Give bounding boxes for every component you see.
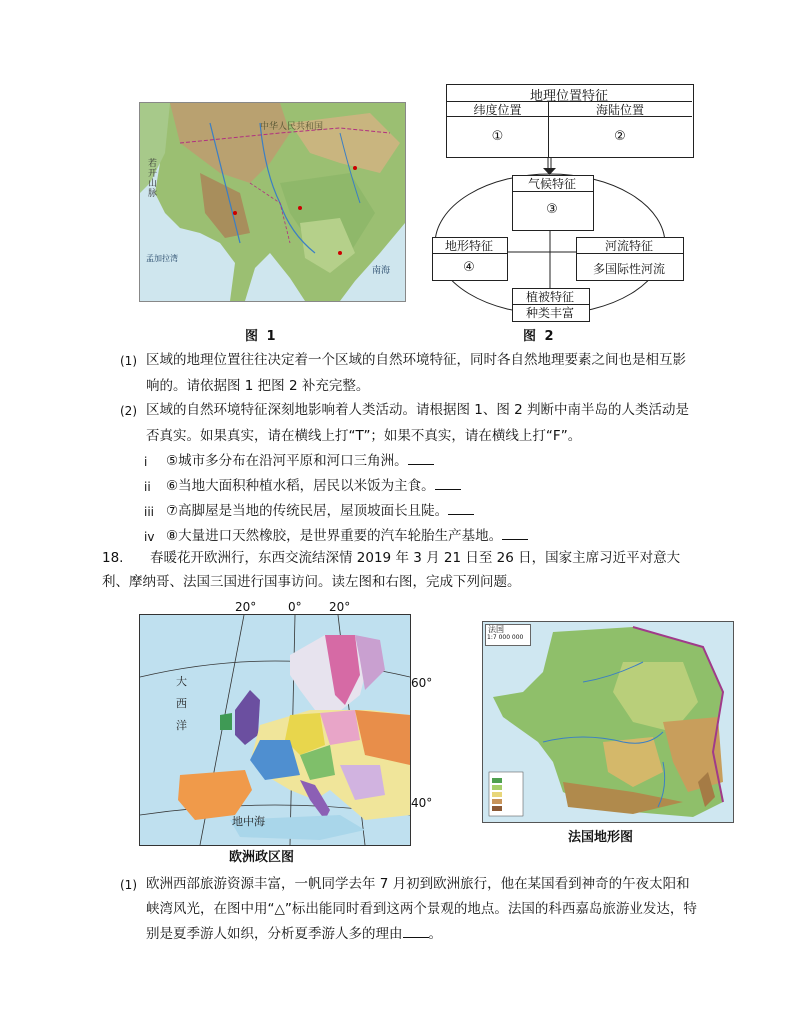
climate-value: ③ <box>546 202 558 217</box>
sea-land-value: ② <box>614 129 626 144</box>
q2-item-roman: iii <box>144 505 155 519</box>
q1-line2: 响的。请依据图 1 把图 2 补充完整。 <box>146 378 370 394</box>
q18-1-number: (1) <box>120 878 137 892</box>
climate-label: 气候特征 <box>527 177 576 191</box>
q18-line1: 春暖花开欧洲行，东西交流结深情 2019 年 3 月 21 日至 26 日，国家主席习近平对意大 <box>150 550 681 566</box>
answer-blank[interactable] <box>448 502 474 515</box>
q2-item <box>166 449 434 473</box>
q2-item-text: ⑧大量进口天然橡胶，是世界重要的汽车轮胎生产基地。 <box>166 528 503 544</box>
q18-1-line3: 别是夏季游人如织，分析夏季游人多的理由 <box>146 926 403 942</box>
q2-item-roman: ii <box>144 480 151 494</box>
q2-number: (2) <box>120 404 137 418</box>
answer-blank[interactable] <box>408 452 434 465</box>
france-map-title: 法国 <box>488 625 504 634</box>
climate-divider <box>513 191 593 192</box>
q18-number: 18. <box>102 550 124 566</box>
terrain-divider <box>433 253 507 254</box>
figure1-caption: 图 1 <box>245 329 278 344</box>
map-label-arakan: 若开山脉 <box>148 159 158 199</box>
lat-value: ① <box>491 129 504 144</box>
q2-item-text: ⑦高脚屋是当地的传统民居，屋顶坡面长且陡。 <box>166 503 449 519</box>
q2-item-text: ⑥当地大面积种植水稻，居民以米饭为主食。 <box>166 478 435 494</box>
europe-map <box>139 600 433 844</box>
answer-blank[interactable] <box>502 527 528 540</box>
map-label-china: 中华人民共和国 <box>260 122 324 132</box>
figure1-map <box>139 102 406 302</box>
period: 。 <box>428 926 442 942</box>
map-label-bay: 孟加拉湾 <box>146 254 178 263</box>
sea-land-label: 海陆位置 <box>595 103 644 117</box>
lat-label: 60° <box>411 676 433 690</box>
france-map-image <box>483 622 733 822</box>
position-title: 地理位置特征 <box>529 89 608 104</box>
q2-line1: 区域的自然环境特征深刻地影响着人类活动。请根据图 1、图 2 判断中南半岛的人类活动是 <box>146 402 690 418</box>
lon-label: 0° <box>288 600 302 614</box>
q2-line2: 否真实。如果真实，请在横线上打“T”；如果不真实，请在横线上打“F”。 <box>146 428 582 444</box>
france-map <box>482 621 734 823</box>
figure2-caption: 图 2 <box>523 329 556 344</box>
q18-1-line1: 欧洲西部旅游资源丰富，一帆同学去年 7 月初到欧洲旅行，他在某国看到神奇的午夜太阳和 <box>146 876 690 892</box>
q2-item <box>166 499 474 523</box>
answer-blank[interactable] <box>403 925 429 938</box>
ocean-label: 大西洋 <box>176 675 187 732</box>
q2-item-roman: i <box>144 455 148 469</box>
q2-item-text: ⑤城市多分布在沿河平原和河口三角洲。 <box>166 453 408 469</box>
figure2-diagram <box>430 82 694 322</box>
indochina-map-image <box>140 103 405 301</box>
q2-item <box>166 474 461 498</box>
europe-map-caption: 欧洲政区图 <box>229 850 295 865</box>
map-label-sea: 南海 <box>372 266 391 276</box>
vegetation-label: 植被特征 <box>525 290 574 304</box>
vegetation-value: 种类丰富 <box>525 306 574 320</box>
lon-label: 20° <box>235 600 257 614</box>
q18-1-line2: 峡湾风光，在图中用“△”标出能同时看到这两个景观的地点。法国的科西嘉岛旅游业发达，特 <box>146 901 697 917</box>
q1-number: (1) <box>120 354 137 368</box>
river-divider <box>577 253 683 254</box>
france-map-caption: 法国地形图 <box>568 830 634 845</box>
terrain-value: ④ <box>463 260 475 275</box>
med-label: 地中海 <box>232 815 265 828</box>
lat-label: 纬度位置 <box>473 103 522 117</box>
q18-1-line3-wrap <box>146 922 442 946</box>
river-label: 河流特征 <box>604 239 653 253</box>
q2-item <box>166 524 528 548</box>
q18-line2: 利、摩纳哥、法国三国进行国事访问。读左图和右图，完成下列问题。 <box>102 574 521 590</box>
europe-map-frame <box>139 614 411 846</box>
river-value: 多国际性河流 <box>592 262 665 276</box>
france-map-scale: 1:7 000 000 <box>487 634 524 641</box>
terrain-label: 地形特征 <box>444 239 493 253</box>
lon-label: 20° <box>329 600 351 614</box>
lat-label: 40° <box>411 796 433 810</box>
q2-item-roman: iv <box>144 530 155 544</box>
q1-line1: 区域的地理位置往往决定着一个区域的自然环境特征，同时各自然地理要素之间也是相互影 <box>146 352 686 368</box>
answer-blank[interactable] <box>435 477 461 490</box>
